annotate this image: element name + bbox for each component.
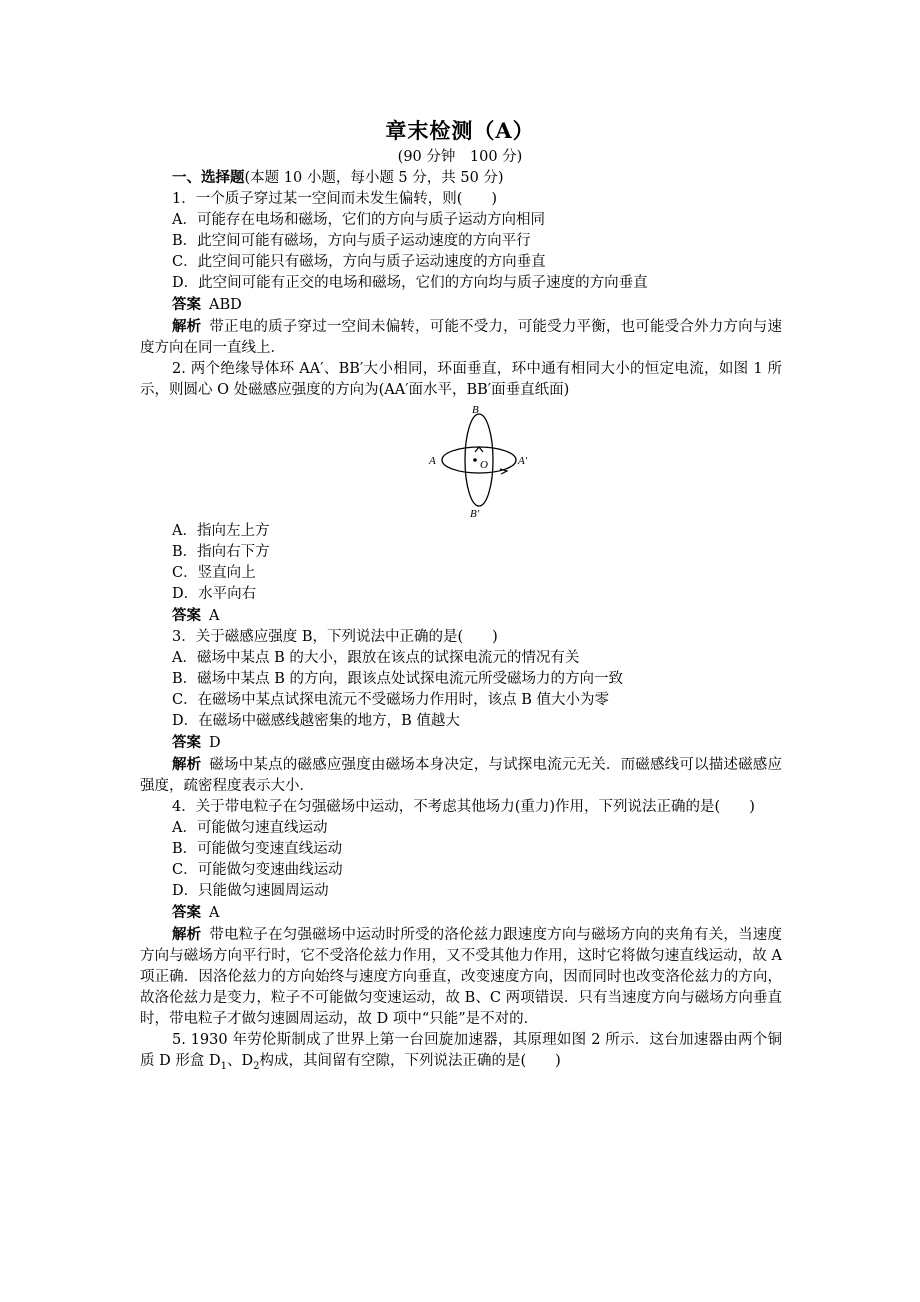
q4-answer xyxy=(140,902,782,924)
q1-analysis-text: 带正电的质子穿过一空间未偏转，可能不受力，可能受力平衡，也可能受合外力方向与速度方向在同一直线上． xyxy=(140,319,782,356)
q4-analysis-text: 带电粒子在匀强磁场中运动时所受的洛伦兹力跟速度方向与磁场方向的夹角有关，当速度方向与磁场方向平行时，它不受洛伦兹力作用，又不受其他力作用，这时它将做匀速直线运动，故 A 项正确．因洛伦兹力的方向始终与速度方向垂直，改变速度方向，因而同时也改变洛伦兹力的方向，故洛伦兹力是变力，粒子不可能做匀变速运动，故 B、C 两项错误．只有当速度方向与磁场方向垂直时，带电粒子才做匀速圆周运动，故 D 项中“只能”是不对的． xyxy=(140,927,782,1027)
page-title: 章末检测（A） xyxy=(385,118,535,143)
q5-stem-part1: 5. 1930 年劳伦斯制成了世界上第一台回旋加速器，其原理如图 2 所示．这台加速器由两个铜质 D 形盒 D xyxy=(140,1032,782,1069)
analysis-label: 解析 xyxy=(172,926,202,943)
label-b: B xyxy=(472,404,479,416)
q4-option-b: B．可能做匀变速直线运动 xyxy=(172,841,343,857)
section-title: 一、选择题 xyxy=(172,169,245,186)
q3-analysis xyxy=(140,754,782,797)
section-heading xyxy=(140,167,782,189)
q2-option-a: A．指向左上方 xyxy=(172,523,270,539)
q4-analysis xyxy=(140,924,782,1030)
label-b-prime: B′ xyxy=(470,508,480,519)
answer-label: 答案 xyxy=(172,734,201,751)
q1-option-d: D．此空间可能有正交的电场和磁场，它们的方向均与质子速度的方向垂直 xyxy=(172,275,648,291)
q1-option-a: A．可能存在电场和磁场，它们的方向与质子运动方向相同 xyxy=(172,212,545,228)
q5-sub1: 1 xyxy=(220,1060,227,1072)
label-o: O xyxy=(480,459,488,471)
q3-analysis-text: 磁场中某点的磁感应强度由磁场本身决定，与试探电流元无关．而磁感线可以描述磁感应强度，疏密程度表示大小． xyxy=(140,757,782,794)
q2-answer-value: A xyxy=(209,608,220,624)
q1-analysis xyxy=(140,316,782,359)
question-3-stem: 3．关于磁感应强度 B，下列说法中正确的是( ) xyxy=(172,629,498,645)
ring-aa xyxy=(442,447,516,473)
page-subtitle: (90 分钟 100 分) xyxy=(397,149,523,165)
question-5-stem xyxy=(140,1030,782,1077)
question-2-stem: 2. 两个绝缘导体环 AA′、BB′大小相同，环面垂直，环中通有相同大小的恒定电流，如图 1 所示，则圆心 O 处磁感应强度的方向为(AA′面水平，BB′面垂直纸面) xyxy=(140,361,782,398)
q4-option-d: D．只能做匀速圆周运动 xyxy=(172,883,329,899)
q4-option-a: A．可能做匀速直线运动 xyxy=(172,820,328,836)
label-a-prime: A′ xyxy=(518,455,528,467)
q5-sub2: 2 xyxy=(253,1060,260,1072)
q1-answer xyxy=(140,294,782,316)
q2-option-d: D．水平向右 xyxy=(172,586,257,602)
analysis-label: 解析 xyxy=(172,318,202,335)
q4-option-c: C．可能做匀变速曲线运动 xyxy=(172,862,343,878)
analysis-label: 解析 xyxy=(172,756,202,773)
current-arrow-right xyxy=(500,469,507,474)
answer-label: 答案 xyxy=(172,904,201,921)
answer-label: 答案 xyxy=(172,296,201,313)
q2-option-b: B．指向右下方 xyxy=(172,544,270,560)
center-point xyxy=(473,458,477,462)
question-4-stem: 4．关于带电粒子在匀强磁场中运动，不考虑其他场力(重力)作用，下列说法正确的是( ) xyxy=(172,799,755,815)
question-1-stem: 1．一个质子穿过某一空间而未发生偏转，则( ) xyxy=(172,191,498,207)
ring-bb xyxy=(465,414,493,506)
rings-diagram xyxy=(425,403,535,519)
q1-option-b: B．此空间可能有磁场，方向与质子运动速度的方向平行 xyxy=(172,233,531,249)
q2-option-c: C．竖直向上 xyxy=(172,565,256,581)
q3-option-c: C．在磁场中某点试探电流元不受磁场力作用时，该点 B 值大小为零 xyxy=(172,692,609,708)
q3-answer-value: D xyxy=(209,735,221,751)
q2-answer xyxy=(140,605,782,627)
label-a: A xyxy=(429,455,436,467)
content xyxy=(140,167,782,1077)
figure-1 xyxy=(140,403,782,519)
q1-answer-value: ABD xyxy=(209,297,242,313)
q1-option-c: C．此空间可能只有磁场，方向与质子运动速度的方向垂直 xyxy=(172,254,546,270)
section-desc: (本题 10 小题，每小题 5 分，共 50 分) xyxy=(244,170,504,186)
current-arrow-top xyxy=(475,447,483,452)
q5-sep: 、D xyxy=(226,1053,254,1069)
q5-stem-part2: 构成，其间留有空隙，下列说法正确的是( ) xyxy=(259,1053,561,1069)
q3-answer xyxy=(140,732,782,754)
q3-option-b: B．磁场中某点 B 的方向，跟该点处试探电流元所受磁场力的方向一致 xyxy=(172,671,624,687)
q4-answer-value: A xyxy=(209,905,220,921)
q3-option-d: D．在磁场中磁感线越密集的地方，B 值越大 xyxy=(172,713,460,729)
answer-label: 答案 xyxy=(172,607,201,624)
q3-option-a: A．磁场中某点 B 的大小，跟放在该点的试探电流元的情况有关 xyxy=(172,650,580,666)
